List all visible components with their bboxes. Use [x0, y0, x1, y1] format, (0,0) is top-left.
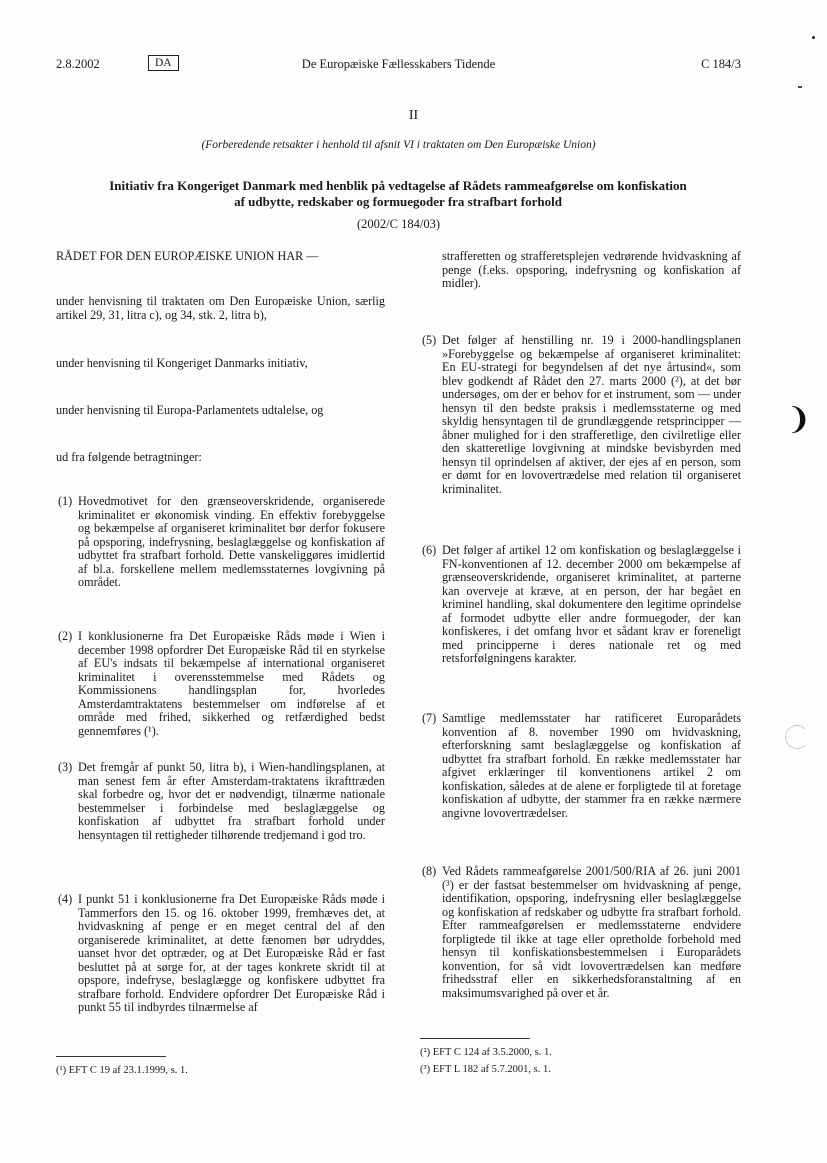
citation-parliament: under henvisning til Europa-Parlamentets udtalelse, og	[56, 403, 324, 417]
recital-5	[420, 334, 741, 496]
recital-number: (4)	[58, 892, 73, 906]
recital-text: I punkt 51 i konklusionerne fra Det Europæiske Råds møde i Tammerfors den 15. og 16. oktober 1999, fremhæves det, at hvidvaskning af penge er en meget central del af den organiserede kriminalitet, at dette fænomen bør udryddes, uanset hvor det optræder, og at Det Europæiske Råd er fast besluttet på at sørge for, at der tages konkrete skridt til at opspore, indefryse, beslaglægge og konfiskere udbyttet fra strafbare forhold. Endvidere opfordrer Det Europæiske Råd i punkt 55 til indbyrdes tilnærmelse af	[78, 892, 385, 1014]
margin-circle-mark	[785, 725, 809, 749]
preamble-opening: RÅDET FOR DEN EUROPÆISKE UNION HAR —	[56, 249, 319, 263]
recital-number: (7)	[422, 711, 437, 725]
footnote-separator	[420, 1038, 530, 1039]
recital-text: Samtlige medlemsstater har ratificeret Europarådets konvention af 8. november 1990 om hvidvaskning, efterforskning samt beslaglæggelse og konfiskation af udbyttet fra strafbart forhold. En række medlemsstater har afgivet erklæringer til konventionens artikel 2 om konfiskation, således at de alene er forpligtede til at foretage konfiskation af udbytte, der stammer fra en række nærmere angivne lovovertrædelser.	[442, 711, 741, 820]
margin-bracket-mark: ❩	[786, 402, 812, 437]
recital-7	[420, 712, 741, 820]
recital-number: (1)	[58, 494, 73, 508]
recital-4-continued	[420, 250, 741, 291]
citation-initiative: under henvisning til Kongeriget Danmarks initiativ,	[56, 356, 308, 370]
recital-6	[420, 544, 741, 666]
document-title: Initiativ fra Kongeriget Danmark med henblik på vedtagelse af Rådets rammeafgørelse om konfiskation af udbytte, redskaber og formuegoder fra strafbart forhold	[109, 178, 687, 209]
recital-3	[56, 761, 385, 842]
footnote-3: (³) EFT L 182 af 5.7.2001, s. 1.	[420, 1064, 551, 1075]
recital-text: I konklusionerne fra Det Europæiske Råds møde i Wien i december 1998 opfordrer Det Europæiske Råd til en styrkelse af EU's indsats til bekæmpelse af international organiseret kriminalitet i overensstemmelse med Rådets og Kommissionens handlingsplan for, hvorledes Amsterdamtraktatens bestemmelser om indførelse af et område med frihed, sikkerhed og retfærdighed bedst gennemføres (¹).	[78, 629, 385, 738]
footnote-1: (¹) EFT C 19 af 23.1.1999, s. 1.	[56, 1065, 188, 1076]
recital-1	[56, 495, 385, 590]
language-code-box: DA	[148, 55, 179, 71]
page-header	[56, 57, 741, 77]
recital-number: (3)	[58, 760, 73, 774]
part-number: II	[408, 108, 419, 123]
recital-text: Hovedmotivet for den grænseoverskridende, organiserede kriminalitet er økonomisk vinding. En effektiv forebyggelse og bekæmpelse af organiseret kriminalitet bør derfor fokusere på opsporing, indefrysning, beslaglæggelse og konfiskation af udbyttet fra strafbart forhold. Dette vanskeliggøres imidlertid af bl.a. forskellene mellem medlemsstaternes lovgivning på området.	[78, 494, 385, 589]
journal-name: De Europæiske Fællesskabers Tidende	[301, 57, 496, 71]
recital-text: Det fremgår af punkt 50, litra b), i Wien-handlingsplanen, at man senest fem år efter Amsterdam-traktatens ikrafttræden skal forbedre og, hvor det er nødvendigt, tilnærme nationale bestemmelser i forbindelse med beslaglæggelse og konfiskation af udbyttet fra strafbart forhold under hensyntagen til rettigheder tilhørende tredjemand i god tro.	[78, 760, 385, 842]
recital-text: Det følger af henstilling nr. 19 i 2000-handlingsplanen »Forebyggelse og bekæmpelse af organiseret kriminalitet: En EU-strategi for begyndelsen af det nye årtusind«, som blev godkendt af Rådet den 27. marts 2000 (²), at det bør undersøges, om der er behov for et instrument, som — under hensyn til den bedste praksis i medlemsstaterne og med skyldig hensyntagen til de grundlæggende retsprincipper — åbner mulighed for i den strafferetlige, den civilretlige eller den skatteretlige lovgivning at mindske bevisbyrden med hensyn til oprindelsen af aktiver, der ejes af en person, som er dømt for en lovovertrædelse med relation til organiseret kriminalitet.	[442, 333, 741, 496]
footnote-2: (²) EFT C 124 af 3.5.2000, s. 1.	[420, 1047, 552, 1058]
citation-recitals-intro: ud fra følgende betragtninger:	[56, 450, 202, 464]
recital-number: (8)	[422, 864, 437, 878]
recital-4	[56, 893, 385, 1015]
margin-dot-mark	[812, 36, 815, 39]
recital-text: strafferetten og strafferetsplejen vedrørende hvidvaskning af penge (f.eks. opsporing, indefrysning og konfiskation af midler).	[442, 249, 741, 290]
recital-number: (2)	[58, 629, 73, 643]
header-date: 2.8.2002	[56, 57, 100, 71]
page-reference: C 184/3	[701, 57, 741, 71]
footnote-separator	[56, 1056, 166, 1057]
citation-treaty: under henvisning til traktaten om Den Europæiske Union, særlig artikel 29, 31, litra c), og 34, stk. 2, litra b),	[56, 294, 385, 322]
recital-text: Ved Rådets rammeafgørelse 2001/500/RIA af 26. juni 2001 (³) er der fastsat bestemmelser om hvidvaskning af penge, identifikation, opsporing, indefrysning eller beslaglæggelse og konfiskation af redskaber og udbytte fra strafbart forhold. Efter rammeafgørelsen er medlemsstaterne endvidere forpligtede til ikke at tage eller opretholde forbehold med hensyn til konfiskationsbestemmelsen i Europarådets konvention, for så vidt lovovertrædelsen kan medføre frihedsstraf eller en sikkerhedsforanstaltning af en maksimumsvarighed på over et år.	[442, 864, 741, 1000]
margin-dash-mark	[798, 86, 802, 88]
recital-text: Det følger af artikel 12 om konfiskation og beslaglæggelse i FN-konventionen af 12. december 2000 om bekæmpelse af grænseoverskridende, organiseret kriminalitet, at parterne kan overveje at kræve, at en person, der har begået en kriminel handling, skal dokumentere den legitime oprindelse af formodet udbytte eller andre formuegoder, der kan konfiskeres, i det omfang hvor et sådant krav er foreneligt med principperne i deres nationale ret og med retsforfølgningens karakter.	[442, 543, 741, 665]
recital-number: (6)	[422, 543, 437, 557]
section-subtitle: (Forberedende retsakter i henhold til afsnit VI i traktaten om Den Europæiske Union)	[201, 139, 596, 151]
document-reference: (2002/C 184/03)	[357, 217, 440, 231]
recital-number: (5)	[422, 333, 437, 347]
recital-8	[420, 865, 741, 1000]
recital-2	[56, 630, 385, 738]
